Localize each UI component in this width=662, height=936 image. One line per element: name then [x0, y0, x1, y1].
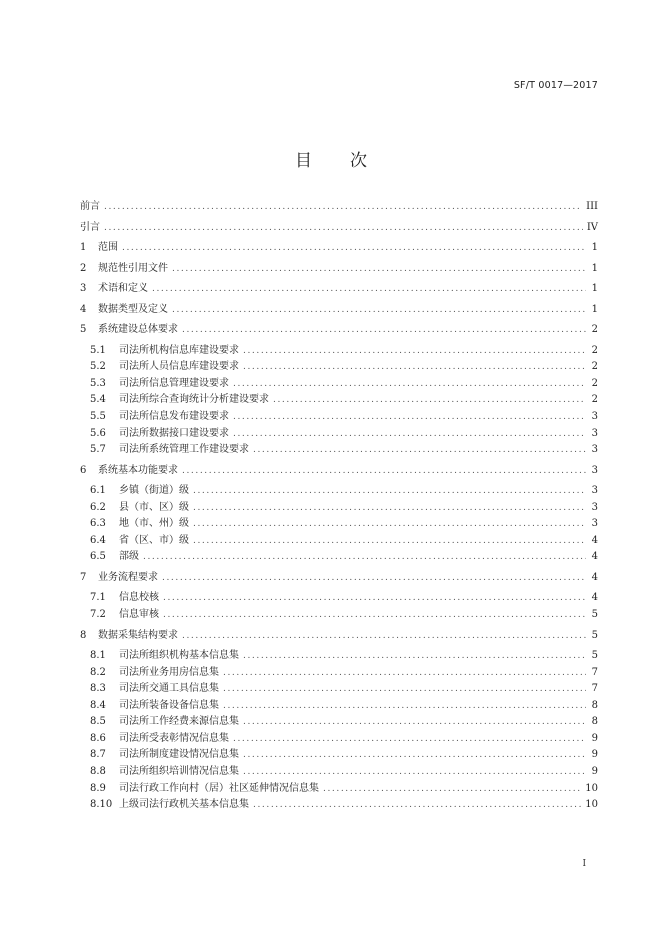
toc-entry-page: 1	[591, 303, 598, 315]
toc-dot-leader	[143, 549, 586, 566]
toc-entry[interactable]	[80, 240, 598, 257]
toc-entry-number: 2	[80, 262, 87, 274]
toc-entry[interactable]	[80, 302, 598, 319]
toc-entry-number: 5.4	[90, 394, 106, 406]
toc-entry-number: 1	[80, 242, 87, 254]
toc-entry[interactable]	[80, 731, 598, 748]
toc-entry-label: 司法所信息发布建设要求	[119, 411, 229, 423]
toc-entry-page: 1	[591, 242, 598, 254]
toc-entry-label: 司法所数据接口建设要求	[119, 427, 229, 439]
toc-entry-number: 7.1	[90, 592, 106, 604]
toc-entry-page: 4	[591, 571, 598, 583]
toc-entry-label: 司法所机构信息库建设要求	[119, 344, 239, 356]
toc-dot-leader	[233, 409, 586, 426]
toc-entry[interactable]	[80, 426, 598, 443]
toc-entry-label: 信息校核	[119, 592, 159, 604]
toc-entry-label: 司法所业务用房信息集	[119, 666, 219, 678]
toc-entry[interactable]	[80, 549, 598, 566]
toc-entry-number: 5.5	[90, 411, 106, 423]
toc-entry-label: 司法所装备设备信息集	[119, 699, 219, 711]
toc-entry-page: 10	[585, 782, 598, 794]
toc-entry[interactable]	[80, 516, 598, 533]
toc-entry-number: 8.10	[90, 799, 113, 811]
toc-title-char: 目	[295, 151, 312, 171]
toc-entry-page: 3	[591, 485, 598, 497]
toc-entry-page: 3	[591, 501, 598, 513]
toc-entry-number: 6.3	[90, 518, 106, 530]
toc-dot-leader	[193, 533, 586, 550]
toc-entry-label: 上级司法行政机关基本信息集	[119, 799, 249, 811]
toc-entry-label: 前言	[80, 201, 100, 212]
toc-dot-leader	[163, 607, 586, 624]
toc-entry[interactable]	[80, 714, 598, 731]
toc-entry-label: 术语和定义	[98, 283, 148, 295]
toc-entry-label: 司法所组织机构基本信息集	[119, 650, 239, 662]
toc-entry-page: 3	[591, 518, 598, 530]
toc-entry-number: 8.8	[90, 765, 106, 777]
toc-entry-number: 7.2	[90, 609, 106, 621]
toc-entry-number: 6.4	[90, 534, 106, 546]
toc-entry[interactable]	[80, 590, 598, 607]
toc-entry-page: 3	[591, 427, 598, 439]
toc-entry-page: 3	[591, 411, 598, 423]
toc-entry-number: 6	[80, 464, 87, 476]
toc-entry-page: 3	[591, 464, 598, 476]
toc-entry[interactable]	[80, 764, 598, 781]
toc-dot-leader	[104, 220, 583, 237]
toc-dot-leader	[193, 483, 586, 500]
toc-entry[interactable]	[80, 747, 598, 764]
toc-entry[interactable]	[80, 281, 598, 298]
toc-entry-label: 乡镇（街道）级	[119, 485, 189, 497]
toc-entry-label: 司法所受表彰情况信息集	[119, 732, 229, 744]
toc-entry-page: 8	[591, 716, 598, 728]
toc-entry-number: 3	[80, 283, 87, 295]
toc-entry-label: 业务流程要求	[98, 571, 158, 583]
toc-entry-label: 引言	[80, 221, 100, 233]
toc-entry[interactable]	[80, 322, 598, 339]
toc-entry[interactable]	[80, 409, 598, 426]
toc-entry-number: 8.3	[90, 683, 106, 695]
toc-dot-leader	[172, 302, 586, 319]
toc-dot-leader	[182, 628, 586, 645]
toc-dot-leader	[104, 199, 582, 216]
toc-entry-number: 8.2	[90, 666, 106, 678]
toc-entry-label: 司法所制度建设情况信息集	[119, 749, 239, 761]
toc-entry[interactable]	[80, 570, 598, 587]
document-code: SF/T 0017—2017	[513, 80, 598, 91]
toc-dot-leader	[323, 781, 581, 798]
toc-entry[interactable]	[80, 628, 598, 645]
toc-entry-page: 2	[591, 344, 598, 356]
toc-entry-label: 信息审核	[119, 609, 159, 621]
toc-entry-number: 8.9	[90, 782, 106, 794]
toc-entry[interactable]	[80, 681, 598, 698]
toc-entry-page: 5	[591, 650, 598, 662]
toc-entry-label: 司法所人员信息库建设要求	[119, 361, 239, 373]
toc-entry-label: 县（市、区）级	[119, 501, 189, 513]
toc-dot-leader	[182, 322, 586, 339]
toc-dot-leader	[243, 764, 586, 781]
toc-entry-page: IV	[586, 221, 598, 233]
toc-entry-page: 7	[591, 666, 598, 678]
toc-entry-label: 部级	[119, 551, 139, 563]
toc-entry[interactable]	[80, 199, 598, 216]
toc-entry[interactable]	[80, 376, 598, 393]
toc-entry-label: 规范性引用文件	[98, 262, 168, 274]
toc-dot-leader	[162, 570, 586, 587]
toc-entry[interactable]	[80, 483, 598, 500]
toc-entry-label: 司法所综合查询统计分析建设要求	[119, 394, 269, 406]
toc-entry-number: 8.4	[90, 699, 106, 711]
toc-entry-page: 8	[591, 699, 598, 711]
toc-entry-number: 8.5	[90, 716, 106, 728]
toc-entry-number: 5.2	[90, 361, 106, 373]
toc-entry-page: 1	[591, 283, 598, 295]
toc-entry-label: 司法所工作经费来源信息集	[119, 716, 239, 728]
toc-dot-leader	[193, 516, 586, 533]
toc-entry-label: 范围	[98, 242, 118, 254]
toc-dot-leader	[152, 281, 586, 298]
toc-entry[interactable]	[80, 648, 598, 665]
toc-entry[interactable]	[80, 343, 598, 360]
toc-entry-page: 9	[591, 765, 598, 777]
toc-entry-label: 省（区、市）级	[119, 534, 189, 546]
toc-entry[interactable]	[80, 463, 598, 480]
toc-entry-number: 6.1	[90, 485, 106, 497]
toc-entry-page: 9	[591, 749, 598, 761]
toc-dot-leader	[233, 376, 586, 393]
toc-entry-page: 2	[591, 377, 598, 389]
toc-entry-label: 司法所交通工具信息集	[119, 683, 219, 695]
toc-title	[0, 146, 662, 171]
toc-entry-number: 5.7	[90, 444, 106, 456]
toc-dot-leader	[273, 392, 586, 409]
toc-dot-leader	[243, 747, 586, 764]
toc-entry-label: 地（市、州）级	[119, 518, 189, 530]
toc-entry[interactable]	[80, 698, 598, 715]
toc-entry[interactable]	[80, 665, 598, 682]
toc-title-char: 次	[350, 151, 367, 171]
toc-entry-page: III	[586, 201, 598, 212]
toc-entry-label: 司法行政工作向村（居）社区延伸情况信息集	[119, 782, 319, 794]
toc-entry-number: 5.3	[90, 377, 106, 389]
toc-dot-leader	[182, 463, 586, 480]
page-number: I	[582, 859, 586, 869]
toc-entry-label: 系统建设总体要求	[98, 324, 178, 336]
toc-entry-page: 4	[591, 534, 598, 546]
toc-dot-leader	[163, 590, 586, 607]
toc-entry[interactable]	[80, 220, 598, 237]
toc-entry-label: 司法所信息管理建设要求	[119, 377, 229, 389]
toc-entry-label: 数据采集结构要求	[98, 629, 178, 641]
toc-entry-page: 2	[591, 394, 598, 406]
toc-entry-page: 2	[591, 324, 598, 336]
toc-entry-label: 司法所组织培训情况信息集	[119, 765, 239, 777]
toc-entry-page: 10	[585, 799, 598, 811]
toc-dot-leader	[193, 500, 586, 517]
toc-entry[interactable]	[80, 797, 598, 814]
toc-entry-page: 4	[591, 592, 598, 604]
toc-entry-page: 7	[591, 683, 598, 695]
toc-dot-leader	[253, 797, 581, 814]
toc-entry[interactable]	[80, 533, 598, 550]
toc-dot-leader	[243, 714, 586, 731]
toc-entry-page: 5	[591, 629, 598, 641]
toc-entry-number: 8	[80, 629, 87, 641]
toc-dot-leader	[233, 426, 586, 443]
toc-entry-number: 6.5	[90, 551, 106, 563]
toc-entry-number: 6.2	[90, 501, 106, 513]
toc-dot-leader	[172, 261, 586, 278]
toc-entry-label: 司法所系统管理工作建设要求	[119, 444, 249, 456]
toc-entry[interactable]	[80, 781, 598, 798]
toc-entry-page: 9	[591, 732, 598, 744]
toc-entry-number: 8.1	[90, 650, 106, 662]
toc-entry[interactable]	[80, 607, 598, 624]
toc-entry-page: 3	[591, 444, 598, 456]
toc-entry-page: 5	[591, 609, 598, 621]
toc-entry[interactable]	[80, 261, 598, 278]
toc-entry-number: 4	[80, 303, 87, 315]
toc-entry-number: 8.7	[90, 749, 106, 761]
toc-entry[interactable]	[80, 442, 598, 459]
toc-entry-number: 5	[80, 324, 87, 336]
toc-dot-leader	[243, 359, 586, 376]
toc-entry-label: 系统基本功能要求	[98, 464, 178, 476]
toc-entry-number: 5.6	[90, 427, 106, 439]
toc-entry-number: 8.6	[90, 732, 106, 744]
table-of-contents	[80, 199, 598, 814]
toc-dot-leader	[243, 343, 586, 360]
toc-entry[interactable]	[80, 392, 598, 409]
toc-entry[interactable]	[80, 500, 598, 517]
toc-dot-leader	[223, 681, 586, 698]
toc-entry-page: 4	[591, 551, 598, 563]
toc-dot-leader	[233, 731, 586, 748]
toc-dot-leader	[253, 442, 586, 459]
toc-dot-leader	[223, 665, 586, 682]
toc-entry-page: 2	[591, 361, 598, 373]
toc-entry-number: 7	[80, 571, 87, 583]
toc-dot-leader	[223, 698, 586, 715]
toc-dot-leader	[243, 648, 586, 665]
toc-entry[interactable]	[80, 359, 598, 376]
toc-entry-number: 5.1	[90, 344, 106, 356]
toc-entry-page: 1	[591, 262, 598, 274]
toc-dot-leader	[122, 240, 586, 257]
toc-entry-label: 数据类型及定义	[98, 303, 168, 315]
